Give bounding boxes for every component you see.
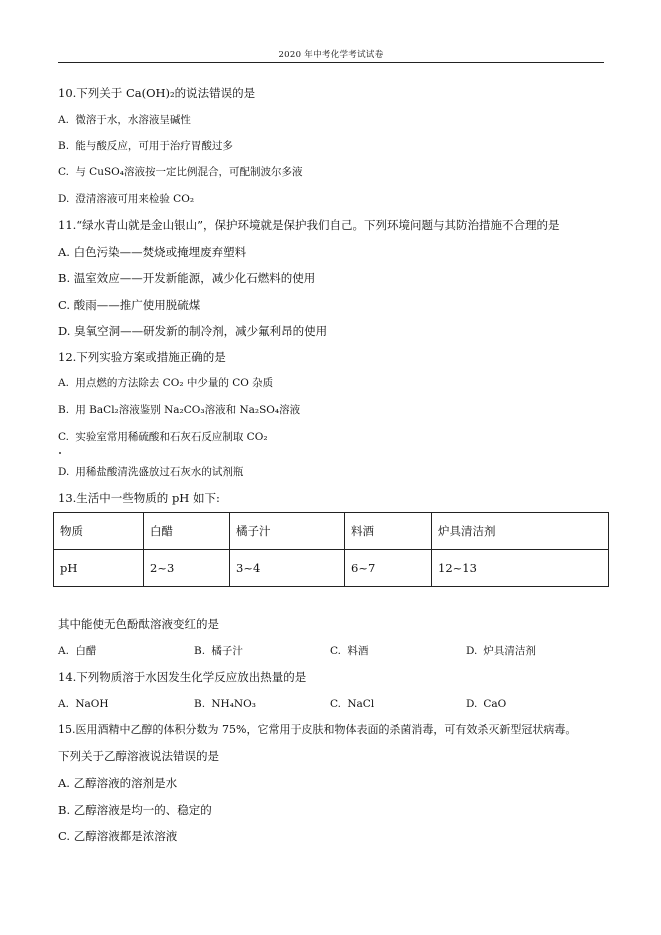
q13-option-a: [58, 644, 96, 658]
table-cell: pH: [54, 550, 144, 587]
option-label: D.: [466, 645, 478, 657]
option-label: A.: [58, 377, 69, 389]
q13-question: 其中能使无色酚酞溶液变红的是: [58, 617, 219, 631]
option-text: 实验室常用稀硫酸和石灰石反应制取 CO₂: [75, 431, 268, 443]
option-label: B.: [58, 803, 71, 817]
option-text: 臭氧空洞——研发新的制冷剂，减少氟利昂的使用: [74, 324, 328, 338]
option-label: B.: [194, 645, 206, 657]
option-label: D.: [466, 698, 478, 710]
option-label: D.: [58, 324, 71, 338]
option-label: A.: [58, 245, 70, 259]
q13-stem: 13.生活中一些物质的 pH 如下:: [58, 491, 220, 505]
q11-option-b: [58, 271, 315, 285]
q11-stem: 11.“绿水青山就是金山银山”，保护环境就是保护我们自己。下列环境问题与其防治措施不合理的是: [58, 218, 560, 232]
option-label: B.: [58, 271, 71, 285]
table-cell: 3~4: [230, 550, 345, 587]
q10-option-b: [58, 139, 233, 153]
table-cell: 2~3: [144, 550, 230, 587]
table-cell: 白醋: [144, 513, 230, 550]
option-label: C.: [58, 166, 69, 178]
option-label: A.: [58, 698, 69, 710]
option-text: 白醋: [75, 645, 97, 657]
table-cell: 炉具清洁剂: [432, 513, 609, 550]
q12-stem: 12.下列实验方案或措施正确的是: [58, 350, 226, 364]
q14-stem: 14.下列物质溶于水因发生化学反应放出热量的是: [58, 670, 307, 684]
q12-option-d: [58, 465, 243, 479]
header-divider: [58, 62, 604, 63]
option-text: 与 CuSO₄溶液按一定比例混合，可配制波尔多液: [75, 166, 303, 178]
option-text: 炉具清洁剂: [483, 645, 536, 657]
option-text: 橘子汁: [211, 645, 243, 657]
q13-option-b: [194, 644, 243, 658]
q13-option-c: [330, 644, 368, 658]
q11-option-a: [58, 245, 246, 259]
table-cell: 6~7: [345, 550, 432, 587]
option-text: NH₄NO₃: [211, 698, 256, 710]
option-label: C.: [58, 298, 71, 312]
option-text: 白色污染——焚烧或掩埋废弃塑料: [73, 245, 247, 259]
table-cell: 物质: [54, 513, 144, 550]
option-label: D.: [58, 466, 70, 478]
q11-option-c: [58, 298, 200, 312]
q10-option-d: [58, 192, 194, 206]
table-cell: 12~13: [432, 550, 609, 587]
option-label: A.: [58, 645, 69, 657]
option-label: B.: [58, 140, 70, 152]
q15-stem-continued: 下列关于乙醇溶液说法错误的是: [58, 749, 219, 763]
option-text: 乙醇溶液都是浓溶液: [73, 829, 178, 843]
option-text: 用稀盐酸清洗盛放过石灰水的试剂瓶: [75, 466, 244, 478]
option-text: 微溶于水，水溶液呈碱性: [75, 114, 191, 126]
option-label: B.: [194, 698, 206, 710]
q14-option-b: [194, 697, 256, 711]
q14-option-d: [466, 697, 506, 711]
q13-option-d: [466, 644, 536, 658]
ph-table: [53, 512, 609, 587]
q15-option-a: [58, 776, 177, 790]
option-label: A.: [58, 776, 70, 790]
q15-stem: 15.医用酒精中乙醇的体积分数为 75%，它常用于皮肤和物体表面的杀菌消毒，可有效杀灭新型冠状病毒。: [58, 723, 577, 736]
option-text: 料酒: [347, 645, 369, 657]
option-text: 澄清溶液可用来检验 CO₂: [75, 193, 195, 205]
q10-option-c: [58, 165, 303, 179]
option-label: C.: [58, 431, 69, 443]
option-text: 温室效应——开发新能源，减少化石燃料的使用: [73, 271, 316, 285]
option-label: C.: [330, 698, 341, 710]
page-header: 2020 年中考化学考试试卷: [278, 50, 384, 60]
option-label: D.: [58, 193, 70, 205]
q12-option-c: [58, 430, 268, 444]
q15-option-b: [58, 803, 212, 817]
q14-option-a: [58, 697, 109, 711]
q15-option-c: [58, 829, 177, 843]
option-text: NaOH: [75, 698, 109, 710]
option-text: 用点燃的方法除去 CO₂ 中少量的 CO 杂质: [75, 377, 274, 389]
option-text: NaCl: [347, 698, 375, 710]
option-label: A.: [58, 114, 69, 126]
q11-option-d: [58, 324, 327, 338]
option-text: 用 BaCl₂溶液鉴别 Na₂CO₃溶液和 Na₂SO₄溶液: [75, 404, 301, 416]
table-cell: 料酒: [345, 513, 432, 550]
table-cell: 橘子汁: [230, 513, 345, 550]
q14-option-c: [330, 697, 374, 711]
option-text: 乙醇溶液的溶剂是水: [73, 776, 178, 790]
option-label: B.: [58, 404, 70, 416]
stray-dot: [59, 452, 61, 454]
table-row: [54, 550, 609, 587]
table-header-row: [54, 513, 609, 550]
option-label: C.: [58, 829, 71, 843]
q10-option-a: [58, 113, 191, 127]
option-text: 酸雨——推广使用脱硫煤: [73, 298, 201, 312]
option-label: C.: [330, 645, 341, 657]
q10-stem: 10.下列关于 Ca(OH)₂的说法错误的是: [58, 86, 256, 100]
option-text: 乙醇溶液是均一的、稳定的: [73, 803, 212, 817]
option-text: CaO: [483, 698, 507, 710]
q12-option-b: [58, 403, 300, 417]
q12-option-a: [58, 376, 273, 390]
option-text: 能与酸反应，可用于治疗胃酸过多: [75, 140, 233, 152]
